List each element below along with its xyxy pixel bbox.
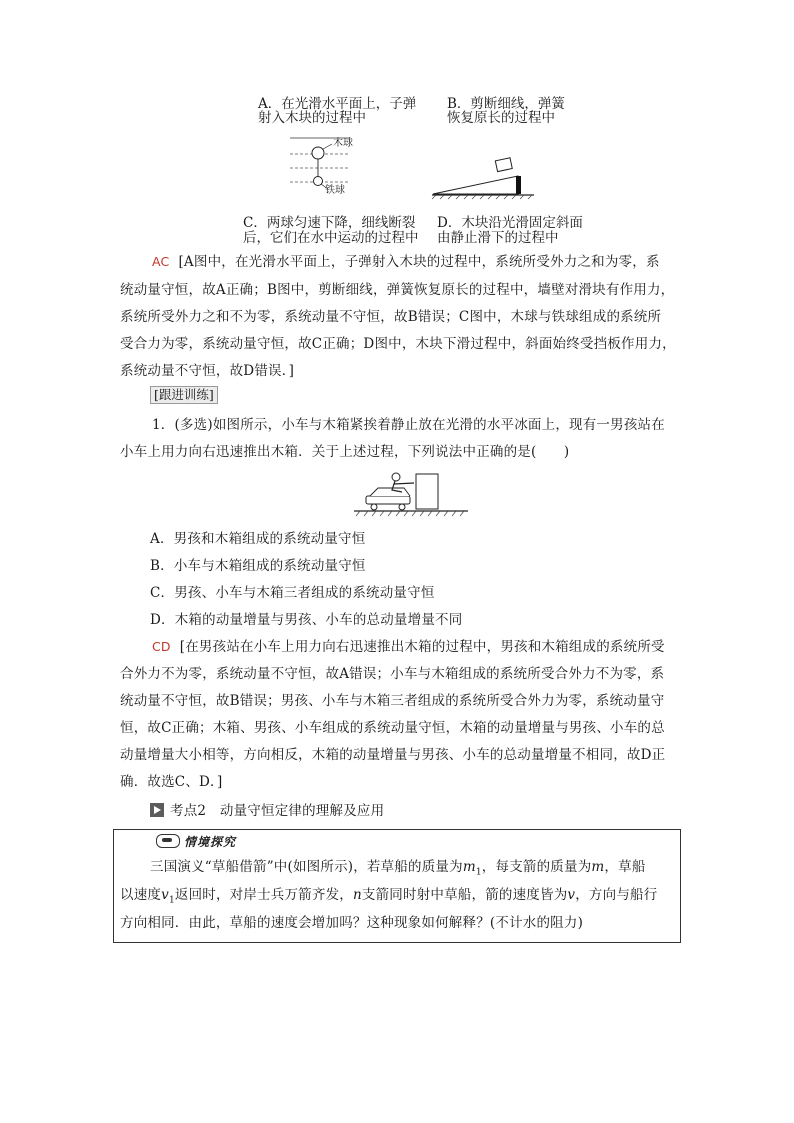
example-answer-line-3: 系统所受外力之和不为零，系统动量不守恒，故B错误；C图中，木球与铁球组成的系统所 (120, 309, 662, 325)
practice-solution-line-6: 确．故选C、D．] (120, 774, 223, 790)
practice-question-line-1: 1．(多选)如图所示，小车与木箱紧挨着静止放在光滑的水平冰面上，现有一男孩站在 (152, 417, 665, 433)
cart-wheel-left (371, 504, 377, 510)
section-heading: 考点2 动量守恒定律的理解及应用 (150, 802, 384, 820)
figure-b-caption-line2: 恢复原长的过程中 (447, 110, 555, 126)
example-answer-line-2: 统动量守恒，故A正确；B图中，剪断细线，弹簧恢复原长的过程中，墙壁对滑块有作用力， (120, 282, 675, 298)
boy-cart-box-figure (352, 470, 470, 520)
figure-c-caption-line2: 后，它们在水中运动的过程中 (243, 230, 419, 246)
figure-c-caption-line1: C．两球匀速下降，细线断裂 (243, 215, 416, 231)
inquiry-heading: 情境探究 (156, 833, 236, 849)
figure-d-caption-line1: D．木块沿光滑固定斜面 (437, 215, 583, 231)
inquiry-line-1: 三国演义“草船借箭”中(如图所示)，若草船的质量为$m_1$，每支箭的质量为m，草船 (150, 859, 646, 878)
option-d: D．木箱的动量增量与男孩、小车的总动量增量不同 (150, 612, 463, 628)
stopper-block (516, 176, 521, 194)
option-a: A．男孩和木箱组成的系统动量守恒 (150, 531, 366, 547)
cart-wheel-right (399, 504, 405, 510)
practice-solution-line-1: CD [在男孩站在小车上用力向右迅速推出木箱的过程中，男孩和木箱组成的系统所受 (152, 639, 665, 655)
sliding-block (495, 158, 512, 172)
wood-ball-label: 木球 (333, 138, 353, 149)
figure-b-caption-line1: B．剪断细线，弹簧 (447, 96, 565, 112)
figure-d-caption-line2: 由静止滑下的过程中 (437, 230, 559, 246)
practice-solution-line-5: 动量增量大小相等，方向相反，木箱的动量增量与男孩、小车的总动量增量不相同，故D正 (120, 747, 666, 763)
iron-ball-label: 铁球 (325, 185, 345, 196)
figure-d-diagram (430, 150, 538, 200)
practice-solution-line-2: 合外力不为零，系统动量不守恒，故A错误；小车与木箱组成的系统所受合外力不为零，系 (120, 666, 665, 682)
practice-tag: [跟进训练] (150, 386, 218, 404)
option-c: C．男孩、小车与木箱三者组成的系统动量守恒 (150, 585, 435, 601)
example-answer-line-1: AC [A图中，在光滑水平面上，子弹射入木块的过程中，系统所受外力之和为零，系 (152, 254, 660, 270)
wooden-box (416, 474, 438, 509)
option-b: B．小车与木箱组成的系统动量守恒 (150, 558, 366, 574)
practice-answer-key: CD (152, 639, 171, 654)
figure-a-caption-line2: 射入木块的过程中 (258, 110, 366, 126)
play-triangle-icon (150, 803, 164, 817)
practice-question-line-2: 小车上用力向右迅速推出木箱．关于上述过程，下列说法中正确的是( ) (120, 444, 570, 460)
wood-ball-shape (312, 147, 324, 159)
figure-a-caption-line1: A．在光滑水平面上，子弹 (258, 96, 417, 112)
cart-body (366, 496, 410, 504)
practice-solution-line-3: 统动量不守恒，故B错误；男孩、小车与木箱三者组成的系统所受合外力为零，系统动量守 (120, 693, 665, 709)
boy-head (392, 473, 400, 481)
practice-solution-line-4: 恒，故C正确；木箱、男孩、小车组成的系统动量守恒，木箱的动量增量与男孩、小车的总 (120, 720, 665, 736)
inquiry-badge-icon (156, 834, 180, 848)
inquiry-line-3: 方向相同．由此，草船的速度会增加吗？这种现象如何解释？(不计水的阻力) (120, 915, 584, 931)
example-answer-key: AC (152, 254, 170, 269)
inquiry-line-2: 以速度$v_1$返回时，对岸士兵万箭齐发，n支箭同时射中草船，箭的速度皆为v，方向与船行 (120, 887, 658, 906)
example-answer-line-5: 系统动量不守恒，故D错误．] (120, 363, 295, 379)
example-answer-line-4: 受合力为零，系统动量守恒，故C正确；D图中，木块下滑过程中，斜面始终受挡板作用力， (120, 336, 676, 352)
incline-shape (433, 176, 518, 194)
